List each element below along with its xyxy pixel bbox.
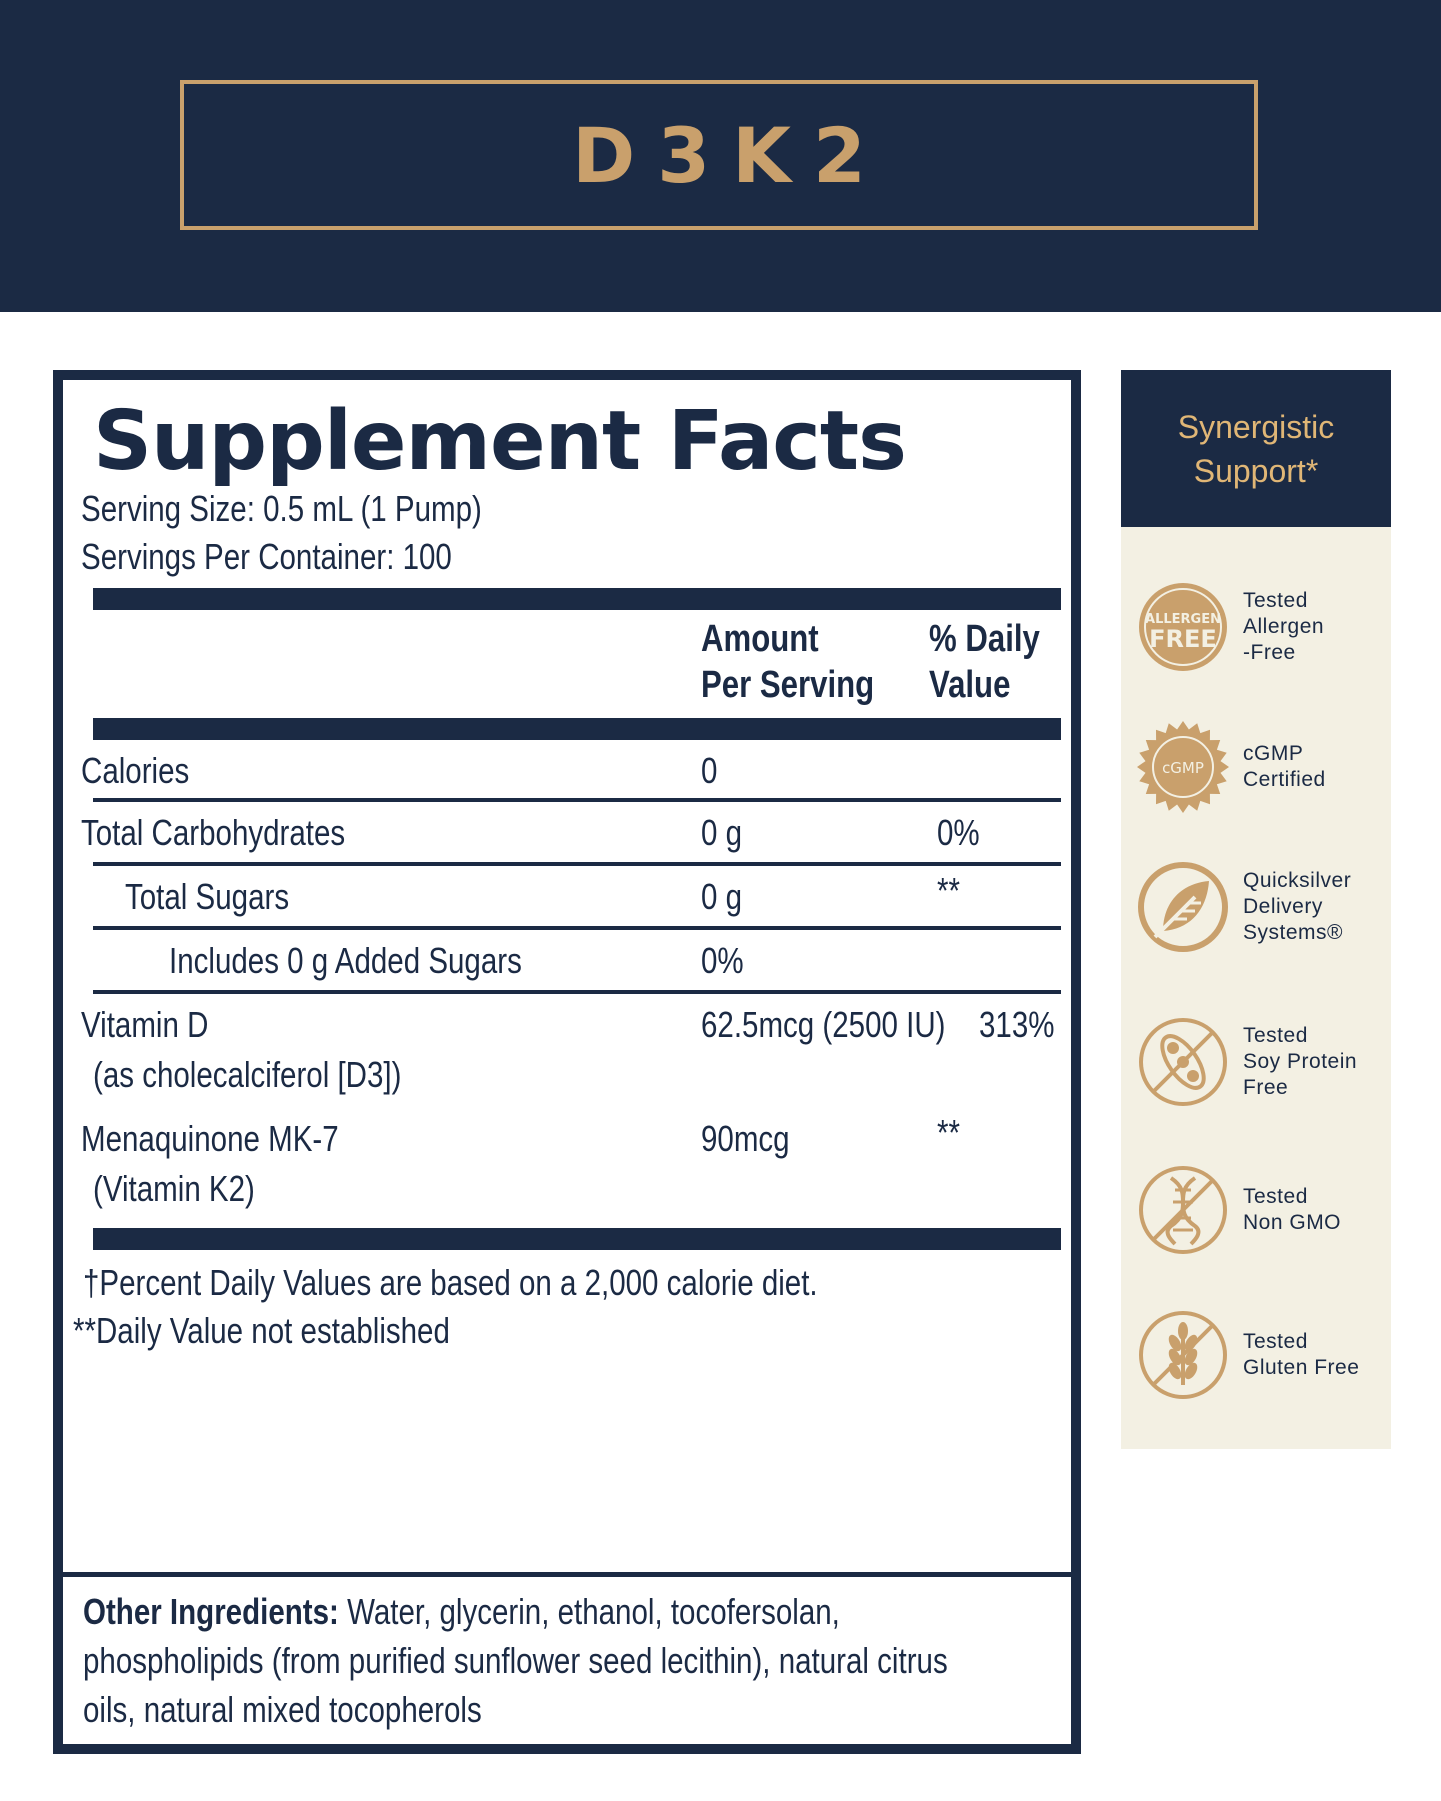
row-sub-menaquinone: (Vitamin K2): [93, 1168, 255, 1209]
product-title: D3K2: [572, 110, 888, 200]
servings-per-container: Servings Per Container: 100: [81, 536, 452, 577]
synergistic-support-heading: Synergistic Support*: [1121, 370, 1391, 527]
footnote-not-established: **Daily Value not established: [73, 1310, 450, 1351]
divider-thick: [93, 588, 1061, 610]
row-name-total-carbohydrates: Total Carbohydrates: [81, 812, 346, 853]
other-ingredients-section: [63, 1572, 1071, 1749]
product-title-frame: [180, 80, 1258, 230]
divider-thick: [93, 718, 1061, 740]
facts-title: Supplement Facts: [93, 394, 906, 489]
row-amount-total-carbohydrates: 0 g: [701, 812, 743, 853]
row-amount-menaquinone: 90mcg: [701, 1118, 790, 1159]
divider-thin: [93, 926, 1061, 930]
row-name-vitamin-d: Vitamin D: [81, 1004, 209, 1045]
badge-label: Tested Gluten Free: [1243, 1330, 1360, 1379]
supplement-facts-panel: [53, 370, 1081, 1754]
row-name-total-sugars: Total Sugars: [125, 876, 290, 917]
allergen-free-icon: [1133, 577, 1233, 677]
divider-thin: [93, 990, 1061, 994]
leaf-delivery-icon: [1133, 857, 1233, 957]
svg-text:FREE: FREE: [1149, 625, 1217, 653]
header-banner: [0, 0, 1441, 312]
badge-label: Tested Allergen -Free: [1243, 589, 1325, 664]
badge-label: Tested Soy Protein Free: [1243, 1024, 1358, 1099]
serving-size: Serving Size: 0.5 mL (1 Pump): [81, 488, 482, 529]
divider-thin: [93, 862, 1061, 866]
row-name-added-sugars: Includes 0 g Added Sugars: [169, 940, 522, 981]
row-name-calories: Calories: [81, 750, 190, 791]
row-dv-total-sugars: **: [937, 870, 960, 911]
row-name-menaquinone: Menaquinone MK-7: [81, 1118, 339, 1159]
row-amount-total-sugars: 0 g: [701, 876, 743, 917]
badge-label: Tested Non GMO: [1243, 1185, 1342, 1234]
no-gluten-wheat-icon: [1133, 1305, 1233, 1405]
row-amount-vitamin-d: 62.5mcg (2500 IU): [701, 1004, 946, 1045]
cgmp-seal-icon: [1133, 717, 1233, 817]
column-header-amount: Amount Per Serving: [701, 618, 875, 706]
row-sub-vitamin-d: (as cholecalciferol [D3]): [93, 1054, 402, 1095]
row-dv-vitamin-d: 313%: [979, 1004, 1055, 1045]
svg-text:cGMP: cGMP: [1162, 759, 1204, 777]
row-amount-added-sugars: 0%: [701, 940, 744, 981]
no-soy-icon: [1133, 1012, 1233, 1112]
svg-text:ALLERGEN: ALLERGEN: [1145, 612, 1221, 627]
badge-allergen-free: [1133, 577, 1383, 677]
row-dv-total-carbohydrates: 0%: [937, 812, 980, 853]
badge-label: cGMP Certified: [1243, 742, 1326, 791]
row-dv-menaquinone: **: [937, 1112, 960, 1153]
divider-thin: [93, 798, 1061, 802]
divider-thick: [93, 1228, 1061, 1250]
badge-quicksilver-delivery: [1133, 857, 1383, 957]
column-header-daily-value: % Daily Value: [929, 618, 1040, 706]
other-ingredients-text: Other Ingredients: Water, glycerin, ethanol, tocofersolan, phospholipids (from purified sunflower seed lecithin), natural citrus oils, natural mixed tocopherols: [83, 1591, 948, 1730]
badges-panel: [1121, 527, 1391, 1449]
row-amount-calories: 0: [701, 750, 718, 791]
badge-non-gmo: [1133, 1160, 1383, 1260]
footnote-daily-values: †Percent Daily Values are based on a 2,000 calorie diet.: [83, 1262, 818, 1303]
badge-gluten-free: [1133, 1305, 1383, 1405]
badge-cgmp: [1133, 717, 1383, 817]
other-ingredients-label: Other Ingredients:: [83, 1591, 339, 1632]
badge-label: Quicksilver Delivery Systems®: [1243, 869, 1352, 944]
no-gmo-dna-icon: [1133, 1160, 1233, 1260]
badge-soy-free: [1133, 1012, 1383, 1112]
